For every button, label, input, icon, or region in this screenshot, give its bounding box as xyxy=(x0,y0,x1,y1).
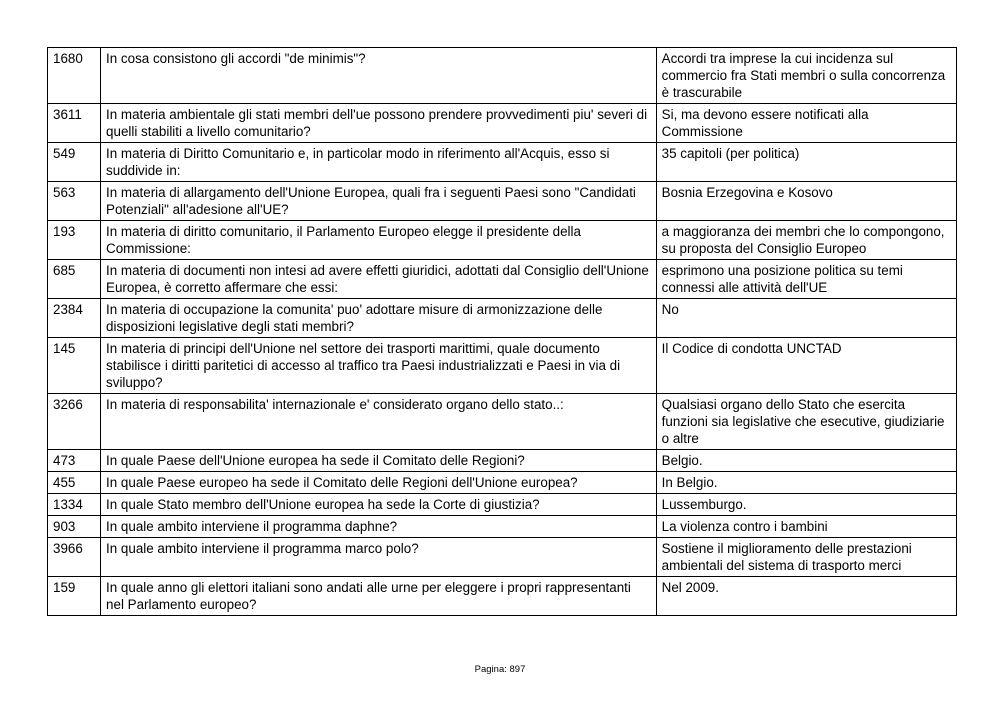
question-cell: In materia di allargamento dell'Unione Europea, quali fra i seguenti Paesi sono "Candidati Potenziali" all'adesione all'UE? xyxy=(101,182,657,221)
answer-cell: Si, ma devono essere notificati alla Commissione xyxy=(656,104,956,143)
table-row xyxy=(48,104,957,143)
question-id-cell: 159 xyxy=(48,577,101,616)
question-id-cell: 685 xyxy=(48,260,101,299)
answer-cell: Nel 2009. xyxy=(656,577,956,616)
qa-table xyxy=(47,47,957,616)
question-id-cell: 1680 xyxy=(48,48,101,104)
table-row xyxy=(48,577,957,616)
answer-cell: Accordi tra imprese la cui incidenza sul commercio fra Stati membri o sulla concorrenza è trascurabile xyxy=(656,48,956,104)
table-row xyxy=(48,472,957,494)
question-cell: In quale Paese europeo ha sede il Comitato delle Regioni dell'Unione europea? xyxy=(101,472,657,494)
table-row xyxy=(48,394,957,450)
question-id-cell: 903 xyxy=(48,516,101,538)
question-cell: In cosa consistono gli accordi "de minimis"? xyxy=(101,48,657,104)
question-cell: In materia ambientale gli stati membri dell'ue possono prendere provvedimenti piu' severi di quelli stabiliti a livello comunitario? xyxy=(101,104,657,143)
answer-cell: La violenza contro i bambini xyxy=(656,516,956,538)
question-cell: In quale anno gli elettori italiani sono andati alle urne per eleggere i propri rappresentanti nel Parlamento europeo? xyxy=(101,577,657,616)
question-cell: In quale ambito interviene il programma daphne? xyxy=(101,516,657,538)
question-id-cell: 3266 xyxy=(48,394,101,450)
question-cell: In quale ambito interviene il programma marco polo? xyxy=(101,538,657,577)
question-id-cell: 455 xyxy=(48,472,101,494)
table-row xyxy=(48,182,957,221)
question-id-cell: 3611 xyxy=(48,104,101,143)
question-cell: In materia di Diritto Comunitario e, in particolar modo in riferimento all'Acquis, esso si suddivide in: xyxy=(101,143,657,182)
table-row xyxy=(48,48,957,104)
answer-cell: Bosnia Erzegovina e Kosovo xyxy=(656,182,956,221)
answer-cell: a maggioranza dei membri che lo compongono, su proposta del Consiglio Europeo xyxy=(656,221,956,260)
answer-cell: Qualsiasi organo dello Stato che esercita funzioni sia legislative che esecutive, giudiziarie o altre xyxy=(656,394,956,450)
answer-cell: Il Codice di condotta UNCTAD xyxy=(656,338,956,394)
question-id-cell: 563 xyxy=(48,182,101,221)
answer-cell: In Belgio. xyxy=(656,472,956,494)
table-row xyxy=(48,338,957,394)
page-number: Pagina: 897 xyxy=(474,664,526,675)
answer-cell: 35 capitoli (per politica) xyxy=(656,143,956,182)
answer-cell: esprimono una posizione politica su temi connessi alle attività dell'UE xyxy=(656,260,956,299)
question-cell: In materia di documenti non intesi ad avere effetti giuridici, adottati dal Consiglio dell'Unione Europea, è corretto affermare che essi: xyxy=(101,260,657,299)
table-row xyxy=(48,450,957,472)
question-id-cell: 473 xyxy=(48,450,101,472)
table-row xyxy=(48,538,957,577)
answer-cell: Belgio. xyxy=(656,450,956,472)
table-row xyxy=(48,143,957,182)
answer-cell: Sostiene il miglioramento delle prestazioni ambientali del sistema di trasporto merci xyxy=(656,538,956,577)
table-row xyxy=(48,494,957,516)
table-row xyxy=(48,221,957,260)
table-row xyxy=(48,516,957,538)
question-id-cell: 145 xyxy=(48,338,101,394)
question-cell: In quale Stato membro dell'Unione europea ha sede la Corte di giustizia? xyxy=(101,494,657,516)
question-id-cell: 193 xyxy=(48,221,101,260)
table-row xyxy=(48,299,957,338)
question-id-cell: 1334 xyxy=(48,494,101,516)
question-cell: In materia di principi dell'Unione nel settore dei trasporti marittimi, quale documento stabilisce i diritti paritetici di accesso al traffico tra Paesi industrializzati e Paesi in via di sviluppo? xyxy=(101,338,657,394)
question-cell: In materia di occupazione la comunita' puo' adottare misure di armonizzazione delle disposizioni legislative degli stati membri? xyxy=(101,299,657,338)
table-row xyxy=(48,260,957,299)
question-id-cell: 2384 xyxy=(48,299,101,338)
question-cell: In quale Paese dell'Unione europea ha sede il Comitato delle Regioni? xyxy=(101,450,657,472)
question-id-cell: 3966 xyxy=(48,538,101,577)
question-cell: In materia di responsabilita' internazionale e' considerato organo dello stato..: xyxy=(101,394,657,450)
qa-table-body xyxy=(48,48,957,616)
answer-cell: No xyxy=(656,299,956,338)
question-id-cell: 549 xyxy=(48,143,101,182)
question-cell: In materia di diritto comunitario, il Parlamento Europeo elegge il presidente della Commissione: xyxy=(101,221,657,260)
answer-cell: Lussemburgo. xyxy=(656,494,956,516)
